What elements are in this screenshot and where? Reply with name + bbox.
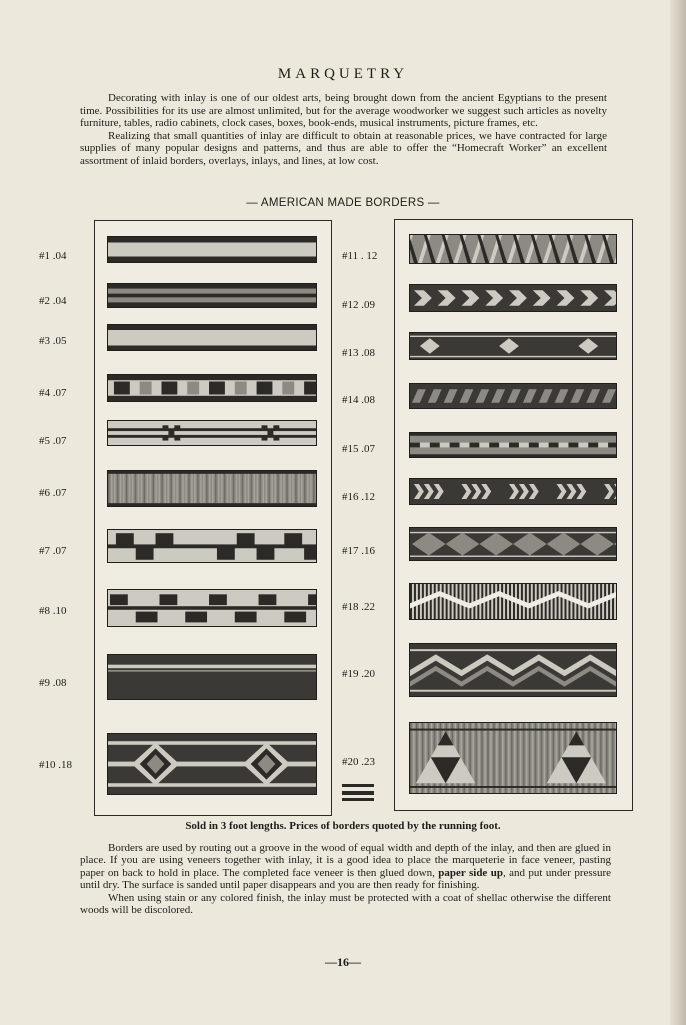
instructions-p1-start: Borders are used by routing out a groove in the wood of equal width and depth of the inlay, and then are glued in place. If you are using veneers together with inlay, it is a good idea to place the marqueterie in face veneer, pasting paper on back to hold in place. The completed face veneer is then glued down, bbox=[80, 842, 611, 879]
border-sample-left-1 bbox=[107, 236, 317, 263]
border-price-label: #8 .10 bbox=[39, 605, 67, 617]
instructions-text bbox=[80, 842, 611, 916]
instructions-paragraph-1 bbox=[80, 842, 611, 892]
border-price-label: #14 .08 bbox=[342, 394, 375, 406]
border-price-label: #17 .16 bbox=[342, 545, 375, 557]
border-sample-right-7 bbox=[409, 527, 617, 561]
border-sample-right-6 bbox=[409, 478, 617, 505]
border-price-label: #11 . 12 bbox=[342, 250, 378, 262]
page-title: MARQUETRY bbox=[277, 66, 409, 82]
border-price-label: #4 .07 bbox=[39, 387, 67, 399]
border-sample-left-7 bbox=[107, 529, 317, 563]
border-sample-right-5 bbox=[409, 432, 617, 458]
border-sample-right-8 bbox=[409, 583, 617, 620]
border-sample-right-1 bbox=[409, 234, 617, 264]
border-sample-left-9 bbox=[107, 654, 317, 700]
border-sample-left-3 bbox=[107, 324, 317, 351]
border-price-label: #7 .07 bbox=[39, 545, 67, 557]
instructions-emphasis: paper side up bbox=[438, 866, 503, 879]
border-price-label: #5 .07 bbox=[39, 435, 67, 447]
instructions-p1-end: , and put under pressure until dry. The surface is sanded until paper disappears and you are then ready for finishing. bbox=[80, 866, 612, 892]
border-sample-left-10 bbox=[107, 733, 317, 795]
border-sample-left-5 bbox=[107, 420, 317, 446]
border-price-label: #1 .04 bbox=[39, 250, 67, 262]
intro-text bbox=[80, 92, 607, 168]
border-sample-left-8 bbox=[107, 589, 317, 627]
border-sample-left-6 bbox=[107, 470, 317, 507]
border-price-label: #3 .05 bbox=[39, 335, 67, 347]
border-price-label: #15 .07 bbox=[342, 443, 375, 455]
border-sample-left-4 bbox=[107, 374, 317, 402]
border-sample-right-3 bbox=[409, 332, 617, 360]
sample-line-1 bbox=[342, 784, 374, 787]
borders-panel-left bbox=[94, 220, 332, 816]
page-edge bbox=[670, 0, 686, 1025]
border-sample-right-10 bbox=[409, 722, 617, 794]
border-price-label: #9 .08 bbox=[39, 677, 67, 689]
border-sample-right-2 bbox=[409, 284, 617, 312]
border-price-label: #18 .22 bbox=[342, 601, 375, 613]
border-price-label: #2 .04 bbox=[39, 295, 67, 307]
border-sample-left-2 bbox=[107, 283, 317, 308]
sample-line-2 bbox=[342, 791, 374, 795]
border-price-label: #6 .07 bbox=[39, 487, 67, 499]
pricing-caption: Sold in 3 foot lengths. Prices of borders quoted by the running foot. bbox=[185, 820, 501, 832]
intro-paragraph-2: Realizing that small quantities of inlay are difficult to obtain at reasonable prices, we have contracted for large supplies of many popular designs and patterns, and thus are able to offer the “Homecraft Worker” an excellent assortment of inlaid borders, overlays, inlays, and lines, at low cost. bbox=[80, 129, 607, 167]
page-number: —16— bbox=[325, 955, 361, 969]
border-price-label: #13 .08 bbox=[342, 347, 375, 359]
border-price-label: #10 .18 bbox=[39, 759, 72, 771]
sample-line-3 bbox=[342, 798, 374, 801]
section-heading: — AMERICAN MADE BORDERS — bbox=[246, 197, 440, 209]
intro-paragraph-1: Decorating with inlay is one of our oldest arts, being brought down from the ancient Egyptians to the present time. Possibilities for its use are almost unlimited, but for the average woodworker we suggest such articles as novelty furniture, tables, radio cabinets, clock cases, boxes, book-ends, musical instruments, picture frames, etc. bbox=[80, 92, 607, 130]
border-price-label: #16 .12 bbox=[342, 491, 375, 503]
border-price-label: #20 .23 bbox=[342, 756, 375, 768]
border-price-label: #12 .09 bbox=[342, 299, 375, 311]
instructions-paragraph-2: When using stain or any colored finish, the inlay must be protected with a coat of shellac otherwise the different woods will be discolored. bbox=[80, 891, 611, 917]
border-sample-right-4 bbox=[409, 383, 617, 409]
border-price-label: #19 .20 bbox=[342, 668, 375, 680]
border-sample-right-9 bbox=[409, 643, 617, 697]
